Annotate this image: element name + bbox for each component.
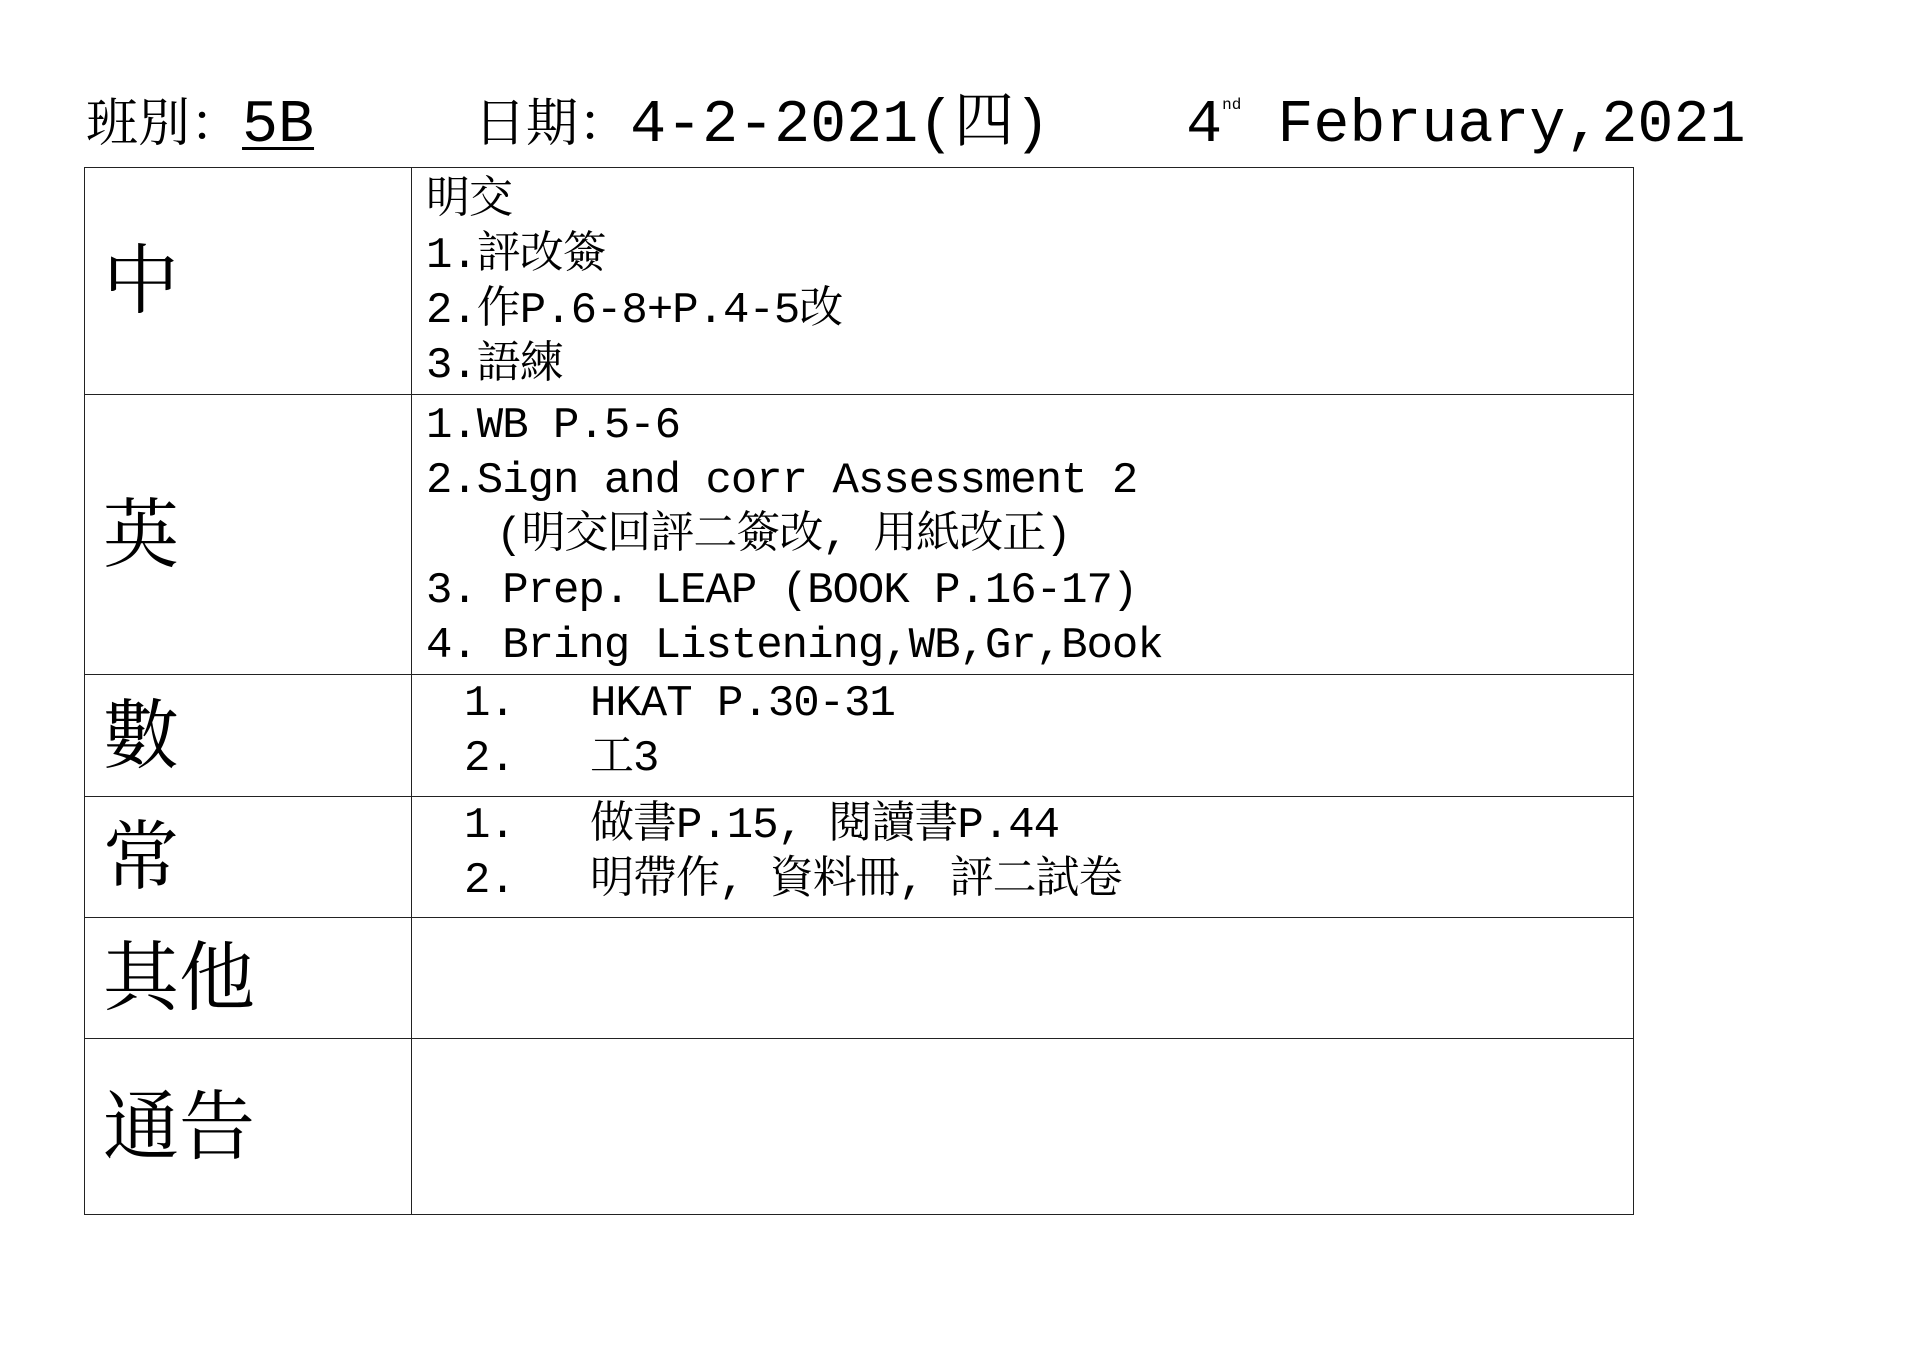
date-label: 日期： (474, 94, 631, 154)
subject-english: 英 (85, 395, 412, 675)
english-date-suffix: nd (1222, 96, 1242, 114)
gs-item-number: 1. (464, 801, 515, 851)
english-date (1186, 92, 1745, 160)
chinese-line: 2.作P.6-8+P.4-5改 (426, 286, 843, 336)
content-others (412, 918, 1634, 1039)
english-date-rest: February,2021 (1277, 92, 1746, 160)
gs-item-text: 做書P.15, 閱讀書P.44 (590, 801, 1060, 851)
content-notices (412, 1039, 1634, 1215)
row-english (85, 395, 1634, 675)
gs-item-number: 2. (464, 856, 515, 906)
content-chinese (412, 168, 1634, 395)
subject-math: 數 (85, 675, 412, 797)
math-item-number: 2. (464, 734, 515, 784)
row-chinese (85, 168, 1634, 395)
english-date-day: 4 (1186, 92, 1223, 160)
subject-others: 其他 (85, 918, 412, 1039)
chinese-line: 明交 (426, 176, 512, 226)
subject-notices: 通告 (85, 1039, 412, 1215)
row-notices (85, 1039, 1634, 1215)
english-line: 2.Sign and corr Assessment 2 (426, 456, 1138, 506)
content-general-studies (412, 797, 1634, 918)
content-math (412, 675, 1634, 797)
row-math (85, 675, 1634, 797)
english-line: 3. Prep. LEAP (BOOK P.16-17) (426, 566, 1138, 616)
gs-item-text: 明帶作, 資料冊, 評二試卷 (590, 856, 1122, 906)
math-item (426, 677, 1633, 732)
math-item-number: 1. (464, 679, 515, 729)
subject-general-studies: 常 (85, 797, 412, 918)
content-english (412, 395, 1634, 675)
math-item (426, 732, 1633, 787)
date-block (474, 92, 1050, 160)
gs-item (426, 799, 1633, 854)
chinese-line: 1.評改簽 (426, 231, 606, 281)
class-label: 班別： (86, 94, 243, 154)
subject-chinese: 中 (85, 168, 412, 395)
english-line: (明交回評二簽改, 用紙改正) (496, 511, 1071, 561)
homework-table (84, 167, 1634, 1215)
chinese-line: 3.語練 (426, 341, 563, 391)
row-general-studies (85, 797, 1634, 918)
math-item-text: 工3 (590, 734, 659, 784)
homework-header (86, 88, 1846, 160)
english-line: 4. Bring Listening,WB,Gr,Book (426, 621, 1163, 671)
gs-item (426, 854, 1633, 909)
math-item-text: HKAT P.30-31 (590, 679, 895, 729)
english-line: 1.WB P.5-6 (426, 401, 681, 451)
class-value: 5B (242, 92, 315, 160)
date-value: 4-2-2021(四) (630, 92, 1051, 160)
row-others (85, 918, 1634, 1039)
